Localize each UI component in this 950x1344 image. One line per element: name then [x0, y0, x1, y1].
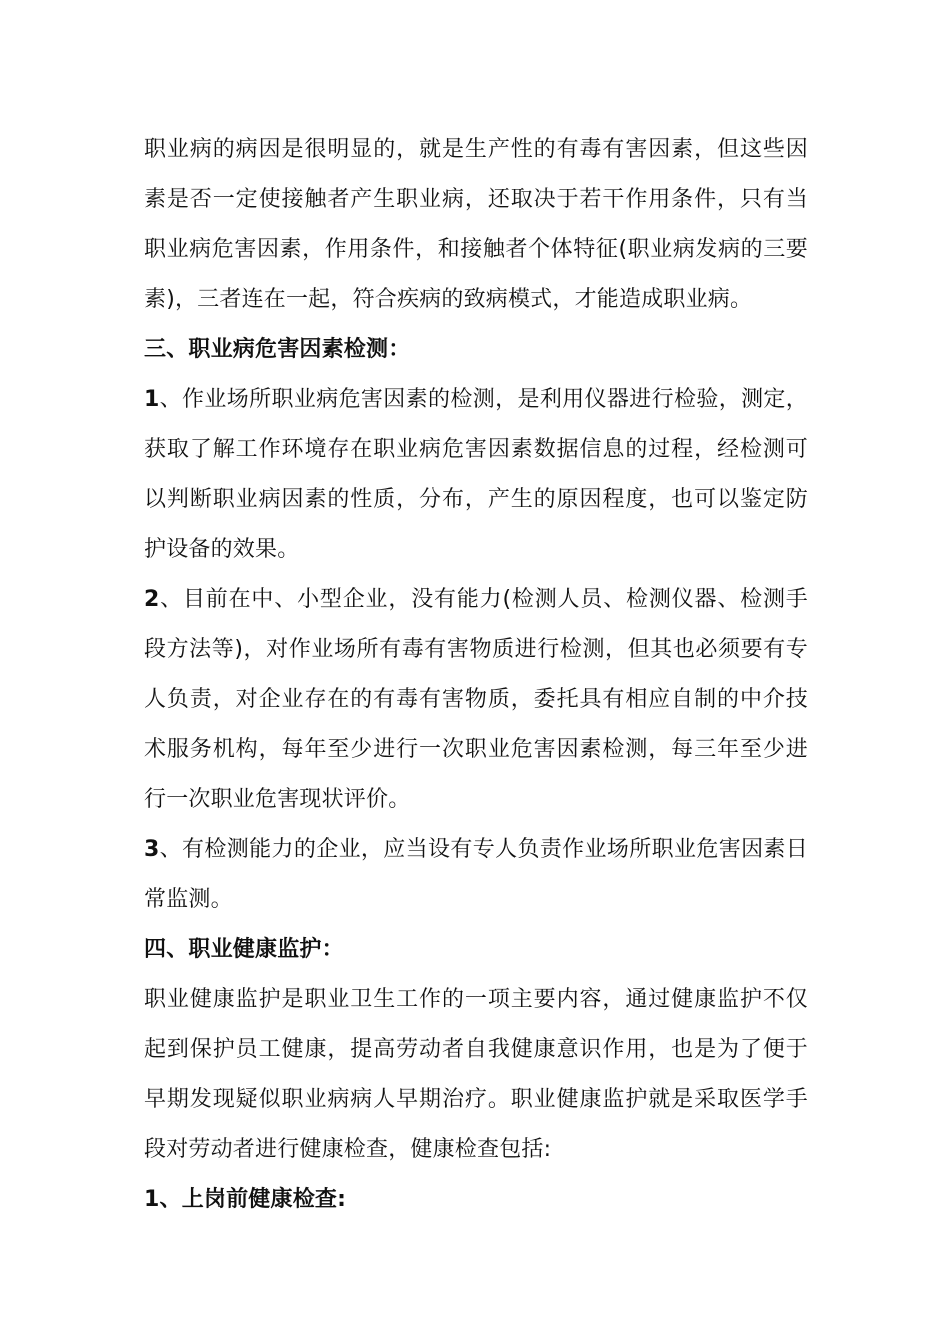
- paragraph-text: 职业病的病因是很明显的，就是生产性的有毒有害因素，但这些因素是否一定使接触者产生职业病，还取决于若干作用条件，只有当职业病危害因素，作用条件，和接触者个体特征(职业病发病的三要素)，三者连在一起，符合疾病的致病模式，才能造成职业病。: [144, 137, 808, 312]
- list-item-text: 、作业场所职业病危害因素的检测，是利用仪器进行检验，测定，获取了解工作环境存在职业病危害因素数据信息的过程，经检测可以判断职业病因素的性质，分布，产生的原因程度，也可以鉴定防护设备的效果。: [144, 387, 808, 562]
- list-item-text: 、目前在中、小型企业，没有能力(检测人员、检测仪器、检测手段方法等)，对作业场所有毒有害物质进行检测，但其也必须要有专人负责，对企业存在的有毒有害物质，委托具有相应自制的中介技术服务机构，每年至少进行一次职业危害因素检测，每三年至少进行一次职业危害现状评价。: [144, 587, 808, 812]
- subheading-pre-job-exam: [144, 1175, 808, 1225]
- list-item-text: 、有检测能力的企业，应当设有专人负责作业场所职业危害因素日常监测。: [144, 837, 808, 912]
- list-number: 3: [144, 837, 160, 862]
- list-item-detection-1: [144, 375, 808, 575]
- section-heading-health-monitoring: [144, 925, 808, 975]
- section-heading-hazard-detection: [144, 325, 808, 375]
- list-number: 2: [144, 587, 160, 612]
- paragraph-text: 职业健康监护是职业卫生工作的一项主要内容，通过健康监护不仅起到保护员工健康，提高劳动者自我健康意识作用，也是为了便于早期发现疑似职业病病人早期治疗。职业健康监护就是采取医学手段对劳动者进行健康检查，健康检查包括:: [144, 987, 808, 1162]
- paragraph-health-monitoring: [144, 975, 808, 1175]
- heading-text: 四、职业健康监护：: [144, 937, 344, 962]
- paragraph-occupational-disease-cause: [144, 125, 808, 325]
- heading-text: 1、上岗前健康检查:: [144, 1187, 347, 1212]
- list-item-detection-2: [144, 575, 808, 825]
- document-body: [144, 125, 808, 1225]
- list-number: 1: [144, 387, 160, 412]
- heading-text: 三、职业病危害因素检测：: [144, 337, 411, 362]
- list-item-detection-3: [144, 825, 808, 925]
